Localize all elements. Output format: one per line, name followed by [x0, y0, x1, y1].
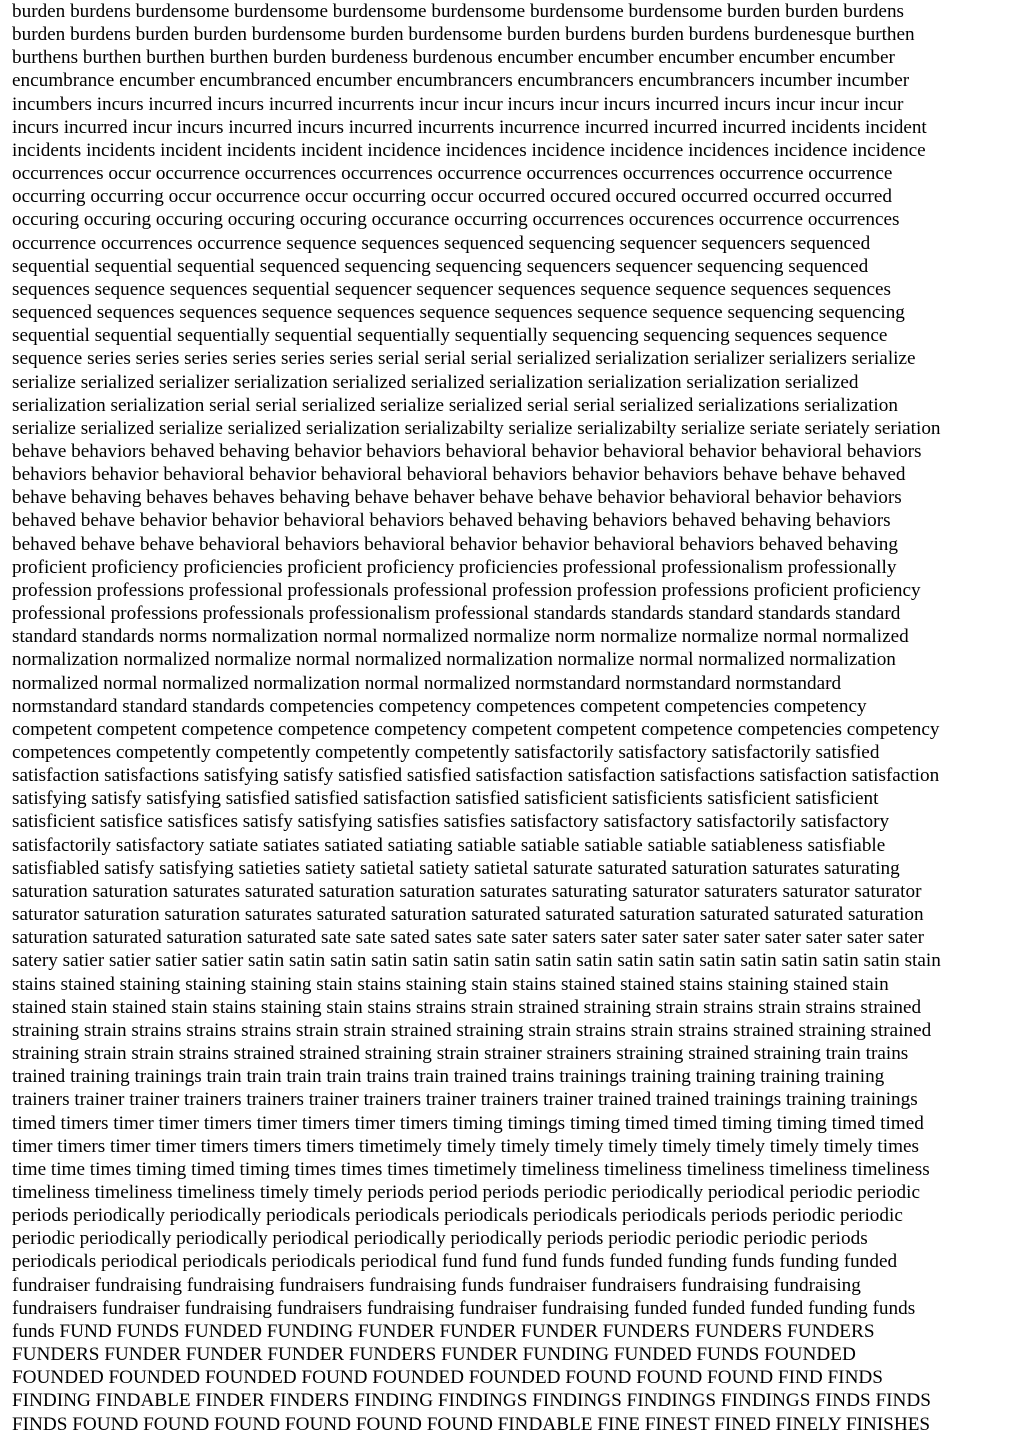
text-line: incumbers incurs incurred incurs incurred incurrents incur incur incurs incur incurs incurred incurs incur incur incur — [12, 93, 904, 115]
text-line: sequential sequential sequential sequenced sequencing sequencing sequencers sequencer sequencing sequenced — [12, 255, 869, 277]
text-line: burden burdens burdensome burdensome burdensome burdensome burdensome burdensome burden burden burdens — [12, 1, 905, 22]
text-line: time time times timing timed timing times times times timetimely timeliness timeliness timeliness timeliness timeliness — [12, 1158, 930, 1180]
text-line: satisfiabled satisfy satisfying satieties satiety satietal satiety satietal saturate saturated saturation saturates saturating — [12, 857, 900, 879]
text-line: periodic periodically periodically periodical periodically periodically periods periodic periodic periodic periods — [12, 1228, 868, 1250]
text-line: fundraiser fundraising fundraising fundraisers fundraising funds fundraiser fundraisers fundraising fundraising — [12, 1274, 861, 1296]
text-line: serialize serialized serializer serialization serialized serialized serialization serialization serialization serialized — [12, 371, 859, 393]
text-line: incidents incidents incident incidents incident incidence incidences incidence incidence incidences incidence incidence — [12, 139, 926, 161]
text-line: FUNDERS FUNDER FUNDER FUNDER FUNDERS FUNDER FUNDING FUNDED FUNDS FOUNDED — [12, 1344, 856, 1366]
text-line: behaviors behavior behavioral behavior behavioral behavioral behaviors behavior behaviors behave behave behaved — [12, 464, 906, 486]
text-line: behave behaviors behaved behaving behavior behaviors behavioral behavior behavioral behavior behavioral behaviors — [12, 440, 922, 462]
text-line: competences competently competently competently competently satisfactorily satisfactory satisfactorily satisfied — [12, 742, 880, 763]
text-line: periodicals periodical periodicals periodicals periodical fund fund fund funds funded funding funds funding funded — [12, 1251, 898, 1273]
text-line: straining strain strain strains strained strained straining strain strainer strainers straining strained straining train trains — [12, 1043, 909, 1065]
text-line: satery satier satier satier satier satin satin satin satin satin satin satin satin satin satin satin satin satin satin satin satin stain — [12, 950, 941, 972]
text-line: periods periodically periodically periodicals periodicals periodicals periodicals periodicals periods periodic periodic — [12, 1205, 903, 1227]
text-line: profession professions professional professionals professional profession profession professions proficient proficiency — [12, 579, 921, 601]
text-line: saturation saturated saturation saturated sate sate sated sates sate sater saters sater sater sater sater sater sater sater sater — [12, 927, 925, 949]
text-line: burden burdens burden burden burdensome burden burdensome burden burdens burden burdens burdenesque burthen — [12, 24, 915, 46]
text-line: saturation saturation saturates saturated saturation saturation saturates saturating saturator saturaters saturator saturator — [12, 880, 922, 902]
text-line: occurrence occurrences occurrence sequence sequences sequenced sequencing sequencer sequencers sequenced — [12, 232, 871, 254]
text-line: behaved behave behave behavioral behaviors behavioral behavior behavior behavioral behaviors behaved behaving — [12, 533, 898, 555]
text-line: occurring occurring occur occurrence occur occurring occur occurred occured occured occurred occurred occurred — [12, 186, 892, 208]
text-line: stained stain stained stain stains staining stain stains strains strain strained straining strain strains strain strains strained — [12, 996, 922, 1018]
text-line: occurrences occur occurrence occurrences occurrences occurrence occurrences occurrences occurrence occurrence — [12, 163, 893, 185]
text-line: satisfying satisfy satisfying satisfied satisfied satisfaction satisfied satisficient satisficients satisficient satisficient — [12, 788, 879, 810]
text-line: sequence series series series series series series serial serial serial serialized serialization serializer serializers serialize — [12, 348, 916, 370]
text-line: proficient proficiency proficiencies proficient proficiency proficiencies professional professionalism professionally — [12, 556, 897, 578]
text-line: timed timers timer timer timers timer timers timer timers timing timings timing timed timed timing timing timed timed — [12, 1112, 924, 1134]
document-text-block — [12, 0, 1016, 1436]
text-line: funds FUND FUNDS FUNDED FUNDING FUNDER FUNDER FUNDER FUNDERS FUNDERS FUNDERS — [12, 1320, 875, 1342]
text-line: sequential sequential sequentially sequential sequentially sequentially sequencing sequencing sequences sequence — [12, 325, 888, 347]
text-line: encumbrance encumber encumbranced encumber encumbrancers encumbrancers encumbrancers incumber incumber — [12, 70, 910, 92]
text-line: sequenced sequences sequences sequence sequences sequence sequences sequence sequence sequencing sequencing — [12, 302, 905, 324]
text-line: behaved behave behavior behavior behavioral behaviors behaved behaving behaviors behaved behaving behaviors — [12, 510, 891, 532]
text-line: occuring occuring occuring occuring occuring occurance occurring occurrences occurences occurrence occurrences — [12, 209, 900, 231]
text-line: trainers trainer trainer trainers trainers trainer trainers trainer trainers trainer trained trained trainings training trainings — [12, 1089, 918, 1111]
text-line: trained training trainings train train train train trains train trained trains trainings training training training training — [12, 1066, 885, 1088]
text-line: serialization serialization serial serial serialized serialize serialized serial serial serialized serializations serialization — [12, 394, 898, 416]
text-line: satisfaction satisfactions satisfying satisfy satisfied satisfied satisfaction satisfaction satisfactions satisfaction satisfaction — [12, 765, 940, 787]
text-line: FINDING FINDABLE FINDER FINDERS FINDING FINDINGS FINDINGS FINDINGS FINDINGS FINDS FINDS — [12, 1390, 931, 1412]
text-line: saturator saturation saturation saturates saturated saturation saturated saturated saturation saturated saturated saturation — [12, 904, 924, 926]
text-line: sequences sequence sequences sequential sequencer sequencer sequences sequence sequence sequences sequences — [12, 278, 892, 300]
text-line: competent competent competence competence competency competent competent competence competencies competency — [12, 718, 940, 740]
text-line: FOUNDED FOUNDED FOUNDED FOUND FOUNDED FOUNDED FOUND FOUND FOUND FIND FINDS — [12, 1367, 883, 1389]
text-line: satisfactorily satisfactory satiate satiates satiated satiating satiable satiable satiable satiable satiableness satisfiable — [12, 834, 886, 856]
text-line: fundraisers fundraiser fundraising fundraisers fundraising fundraiser fundraising funded funded funded funding funds — [12, 1297, 916, 1319]
text-line: stains stained staining staining staining stain stains staining stain stains stained stained stains staining stained stain — [12, 973, 889, 995]
text-line: timeliness timeliness timeliness timely timely periods period periods periodic periodically periodical periodic periodic — [12, 1181, 920, 1203]
text-line: normstandard standard standards competencies competency competences competent competencies competency — [12, 695, 867, 717]
text-line: satisficient satisfice satisfices satisfy satisfying satisfies satisfies satisfactory satisfactory satisfactorily satisfactory — [12, 811, 890, 833]
text-line: incurs incurred incur incurs incurred incurs incurred incurrents incurrence incurred incurred incurred incidents incident — [12, 116, 927, 138]
text-line: professional professions professionals professionalism professional standards standards standard standards standard — [12, 603, 901, 625]
text-line: normalization normalized normalize normal normalized normalization normalize normal normalized normalization — [12, 649, 896, 671]
text-line: standard standards norms normalization normal normalized normalize norm normalize normalize normal normalized — [12, 626, 909, 648]
text-line: normalized normal normalized normalization normal normalized normstandard normstandard normstandard — [12, 672, 842, 694]
text-line: straining strain strains strains strains strain strain strained straining strain strains strain strains strained straining strained — [12, 1019, 932, 1041]
text-line: burthens burthen burthen burthen burden burdeness burdenous encumber encumber encumber encumber encumber — [12, 47, 895, 69]
text-line: serialize serialized serialize serialized serialization serializabilty serialize serializabilty serialize seriate seriately seriation — [12, 417, 941, 439]
text-line: FINDS FOUND FOUND FOUND FOUND FOUND FOUND FINDABLE FINE FINEST FINED FINELY FINISHES — [12, 1413, 931, 1435]
text-line: timer timers timer timer timers timers timers timetimely timely timely timely timely timely timely timely timely times — [12, 1135, 919, 1157]
text-line: behave behaving behaves behaves behaving behave behaver behave behave behavior behavioral behavior behaviors — [12, 487, 902, 509]
